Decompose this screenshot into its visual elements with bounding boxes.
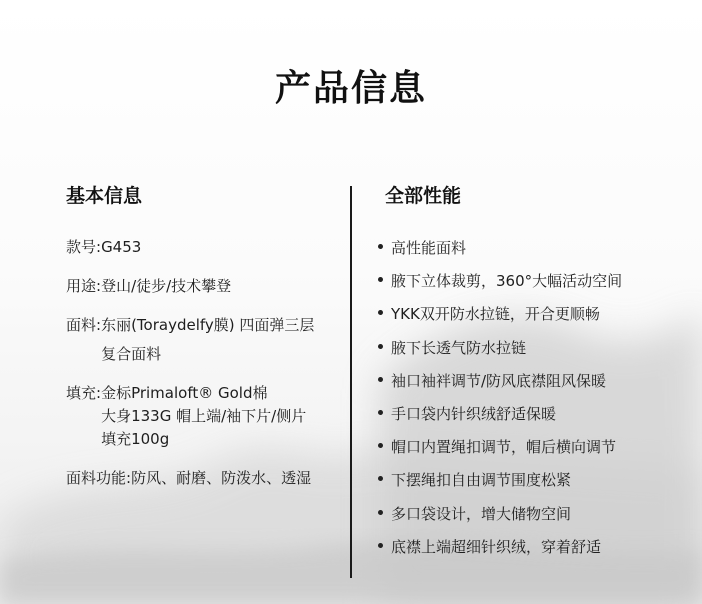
page-title: 产品信息 — [274, 68, 427, 109]
performance-text: 袖口袖袢调节/防风底襟阻风保暖 — [391, 371, 607, 390]
performance-text: YKK双开防水拉链，开合更顺畅 — [391, 305, 600, 324]
bullet-icon — [378, 410, 383, 415]
spec-label: 面料功能: — [66, 469, 132, 487]
bullet-icon — [378, 377, 383, 382]
spec-label: 填充: — [66, 384, 102, 402]
spec-value-line: 金标Primaloft® Gold棉 — [101, 384, 268, 402]
performance-text: 高性能面料 — [391, 239, 467, 257]
basic-info-list — [66, 236, 351, 506]
performance-heading: 全部性能 — [385, 185, 462, 207]
basic-info-heading: 基本信息 — [66, 185, 143, 207]
spec-value — [101, 275, 351, 298]
bullet-icon — [378, 543, 383, 548]
performance-text: 手口袋内针织绒舒适保暖 — [391, 404, 557, 423]
performance-list — [376, 237, 622, 569]
bullet-icon — [378, 443, 383, 448]
bullet-icon — [378, 277, 383, 282]
spec-value-line: 防风、耐磨、防泼水、透湿 — [131, 469, 312, 487]
spec-row-usage — [66, 275, 351, 298]
spec-row-filling — [66, 382, 351, 451]
performance-text: 帽口内置绳扣调节，帽后横向调节 — [391, 438, 617, 457]
spec-value-line: 填充100g — [101, 430, 170, 448]
spec-value-line: 登山/徒步/技术攀登 — [101, 277, 232, 295]
spec-value-line: 东丽(Toraydelfy膜) 四面弹三层 — [101, 316, 315, 334]
spec-label: 面料: — [66, 316, 102, 334]
performance-item — [376, 303, 622, 336]
performance-item — [376, 237, 622, 270]
performance-item — [376, 403, 622, 436]
performance-item — [376, 270, 622, 303]
bullet-icon — [378, 510, 383, 515]
performance-text: 下摆绳扣自由调节围度松紧 — [391, 471, 572, 490]
performance-item — [376, 436, 622, 469]
spec-value — [101, 236, 351, 259]
performance-item — [376, 536, 622, 569]
performance-item — [376, 469, 622, 502]
spec-row-fabric-function — [66, 467, 351, 490]
bullet-icon — [378, 244, 383, 249]
spec-value-line: 大身133G 帽上端/袖下片/侧片 — [101, 407, 307, 425]
spec-label: 款号: — [66, 238, 102, 256]
bullet-icon — [378, 476, 383, 481]
spec-value-line: G453 — [101, 238, 142, 256]
performance-text: 底襟上端超细针织绒，穿着舒适 — [391, 537, 602, 556]
spec-value — [101, 382, 351, 451]
spec-row-fabric — [66, 314, 351, 366]
performance-text: 多口袋设计，增大储物空间 — [391, 504, 572, 523]
spec-label: 用途: — [66, 277, 102, 295]
spec-value-line: 复合面料 — [101, 345, 162, 363]
performance-item — [376, 503, 622, 536]
performance-text: 腋下立体裁剪，360°大幅活动空间 — [391, 272, 623, 291]
performance-item — [376, 370, 622, 403]
spec-row-model — [66, 236, 351, 259]
performance-item — [376, 337, 622, 370]
performance-text: 腋下长透气防水拉链 — [391, 338, 527, 357]
bullet-icon — [378, 344, 383, 349]
bullet-icon — [378, 310, 383, 315]
spec-value — [101, 314, 351, 366]
spec-value — [131, 467, 351, 490]
